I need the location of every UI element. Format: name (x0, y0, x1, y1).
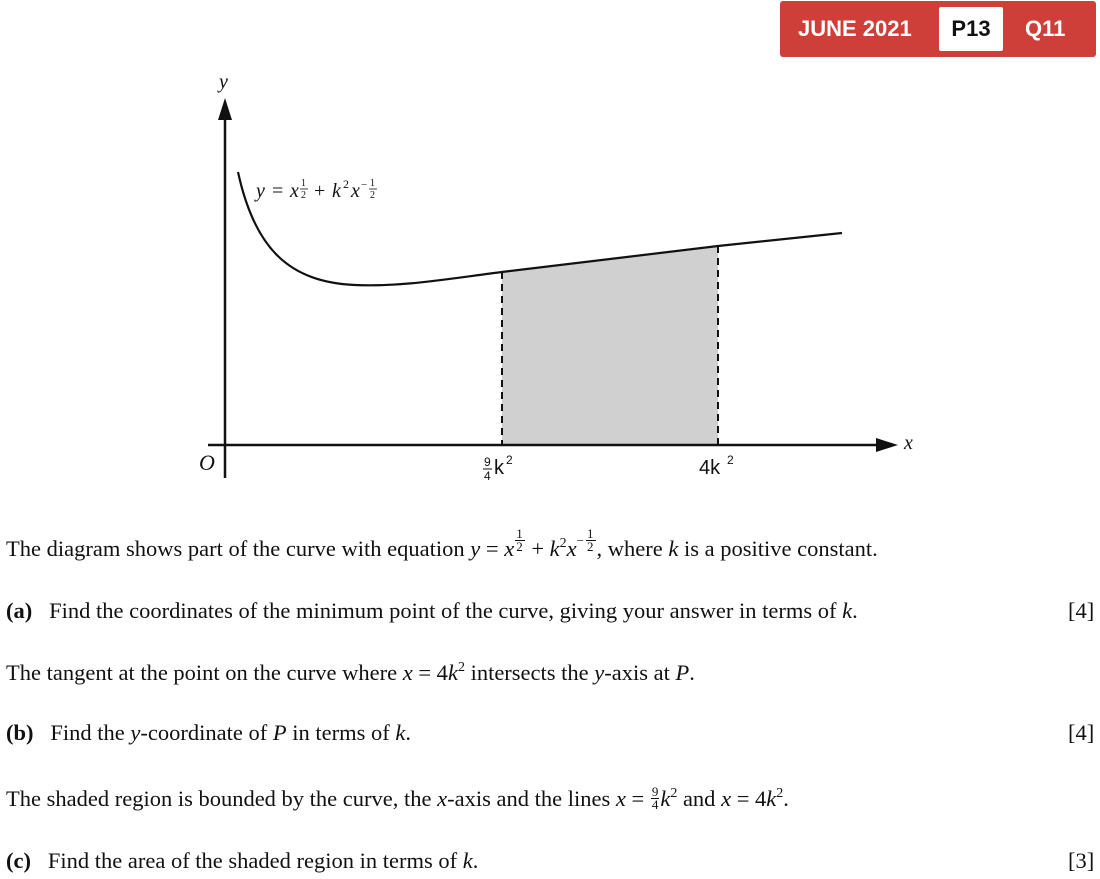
svg-text:k: k (494, 457, 504, 479)
svg-text:9: 9 (484, 455, 491, 469)
part-b: (b) Find the y-coordinate of P in terms of k. (6, 720, 411, 745)
origin-label: O (199, 450, 215, 475)
shaded-region (502, 246, 718, 445)
svg-text:y: y (256, 180, 265, 202)
svg-text:k: k (332, 180, 341, 202)
y-axis-arrow (218, 98, 232, 120)
tangent-sentence: The tangent at the point on the curve where $x = 4k^2$ intersects the y-axis at P. (6, 660, 695, 685)
part-c-label: (c) (6, 848, 31, 873)
part-a-marks: [4] (1068, 598, 1095, 623)
svg-text:x: x (351, 180, 360, 202)
badge-paper: P13 (939, 7, 1003, 51)
curve (238, 172, 842, 285)
shaded-sentence: The shaded region is bounded by the curve, the x-axis and the lines x = $\frac{9}{4}$ $k^2$ and $x = 4k^2$. (6, 784, 789, 813)
svg-text:2: 2 (506, 453, 513, 467)
part-b-marks: [4] (1068, 720, 1095, 745)
svg-text:1: 1 (370, 178, 375, 189)
intro-sentence: The diagram shows part of the curve with equation y = x $^{\frac{1}{2}}$ + $k^2x^{- \frac{1}{2}}$ , where k is a positive constant. (6, 525, 878, 561)
svg-text:2: 2 (301, 190, 306, 201)
svg-text:−: − (361, 179, 368, 191)
y-axis-label: y (219, 71, 228, 93)
svg-text:4k: 4k (699, 457, 721, 479)
badge-date: JUNE 2021 (798, 16, 912, 41)
part-a-text: Find the coordinates of the minimum point of the curve, giving your answer in terms of (49, 598, 837, 623)
part-a-label: (a) (6, 598, 33, 623)
svg-text:=: = (272, 180, 284, 202)
x-axis-arrow (876, 438, 898, 452)
svg-text:2: 2 (727, 453, 734, 467)
svg-text:2: 2 (343, 177, 349, 191)
svg-text:+: + (314, 180, 326, 202)
svg-text:2: 2 (370, 190, 375, 201)
part-b-label: (b) (6, 720, 34, 745)
x-axis-label: x (904, 432, 913, 454)
svg-text:x: x (290, 180, 299, 202)
svg-text:4: 4 (484, 469, 491, 483)
svg-text:1: 1 (301, 178, 306, 189)
curve-label (254, 177, 377, 202)
badge-question: Q11 (1025, 16, 1066, 41)
tick-label-a (483, 453, 513, 483)
tick-label-b (699, 453, 734, 479)
part-c-marks: [3] (1068, 848, 1095, 873)
part-c: (c) Find the area of the shaded region in terms of k. (6, 848, 479, 873)
part-a: (a) Find the coordinates of the minimum point of the curve, giving your answer in terms of k. (6, 598, 858, 623)
